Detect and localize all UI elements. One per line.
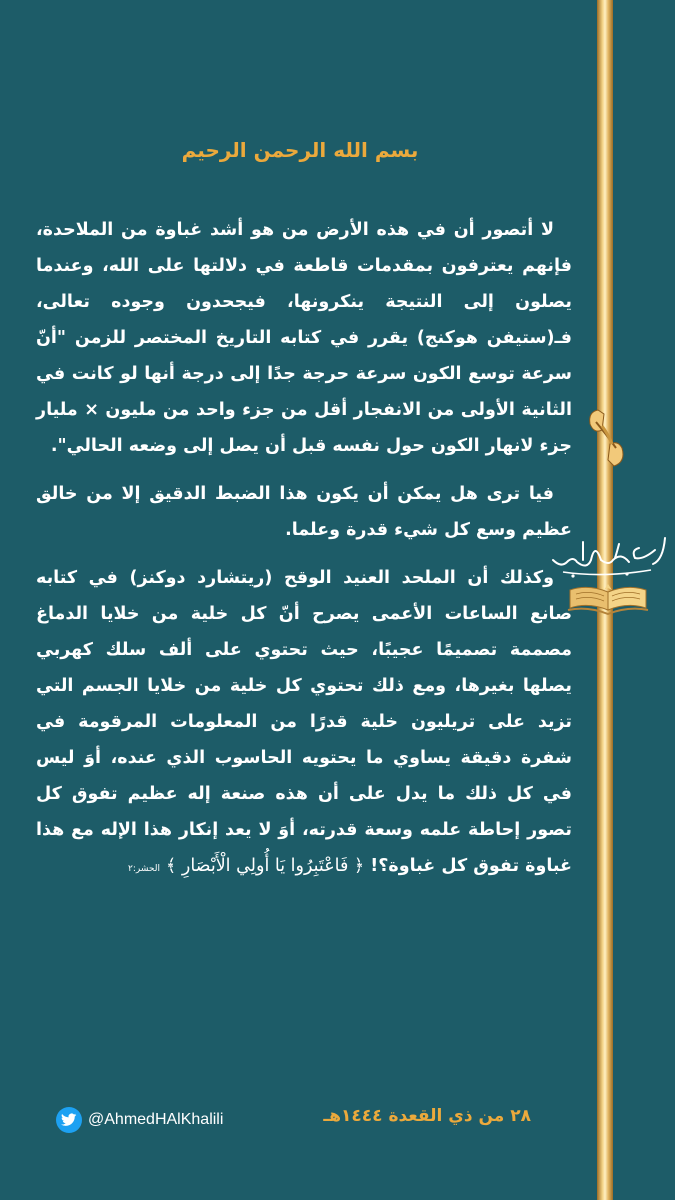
hijri-date: ٢٨ من ذي القعدة ١٤٤٤هـ — [323, 1106, 531, 1126]
paragraph-2: فيا ترى هل يمكن أن يكون هذا الضبط الدقيق إلا من خالق عظيم وسع كل شيء قدرة وعلما. — [36, 484, 572, 540]
paragraph-3 — [36, 560, 572, 887]
verse-reference: الحشر:٢ — [128, 864, 160, 874]
basmala-title: بسم الله الرحمن الرحيم — [181, 138, 419, 162]
open-book-icon — [566, 582, 650, 616]
paragraph-1: لا أتصور أن في هذه الأرض من هو أشد غباوة من الملاحدة، فإنهم يعترفون بمقدمات قاطعة في دلالتها على الله، وعندما يصلون إلى النتيجة ينكرونها، فيجحدون وجوده تعالى، فـ(ستيفن هوكنج) يقرر في كتابه التاريخ المختصر للزمن "أنّ سرعة توسع الكون سرعة حرجة جدًا إلى درجة أنها لو كانت في الثانية الأولى من الانفجار أقل من جزء واحد من مليون × مليار جزء لانهار الكون حول نفسه قبل أن يصل إلى وضعه الحالي". — [36, 220, 572, 456]
twitter-bird-icon — [56, 1107, 82, 1133]
article-body — [36, 212, 572, 899]
twitter-handle-link[interactable] — [56, 1105, 223, 1135]
quran-verse: ﴿ فَاعْتَبِرُوا يَا أُولِي الْأَبْصَارِ ﴾ — [166, 856, 365, 876]
clasped-hands-icon — [584, 404, 628, 472]
paragraph-3-text: وكذلك أن الملحد العنيد الوقح (ريتشارد دوكنز) في كتابه صانع الساعات الأعمى يصرح أنّ كل خلية من خلايا الدماغ مصممة تصميمًا عجيبًا، حيث تحتوي على ألف سلك كهربي يصلها بغيرها، ومع ذلك تحتوي كل خلية من خلايا الجسم التي تزيد على تريليون خلية قدرًا من المعلومات المرقومة في شفرة دقيقة يساوي ما يحتويه الحاسوب الذي عنده، أوَ ليس في كل ذلك ما يدل على أن هذه صنعة إله عظيم تفوق كل تصور إحاطة علمه وسعة قدرته، أوَ لا يعد إنكار هذا الإله مع هذا غباوة تفوق كل غباوة؟! — [36, 568, 572, 876]
twitter-handle-text: @AhmedHAlKhalili — [88, 1111, 224, 1128]
